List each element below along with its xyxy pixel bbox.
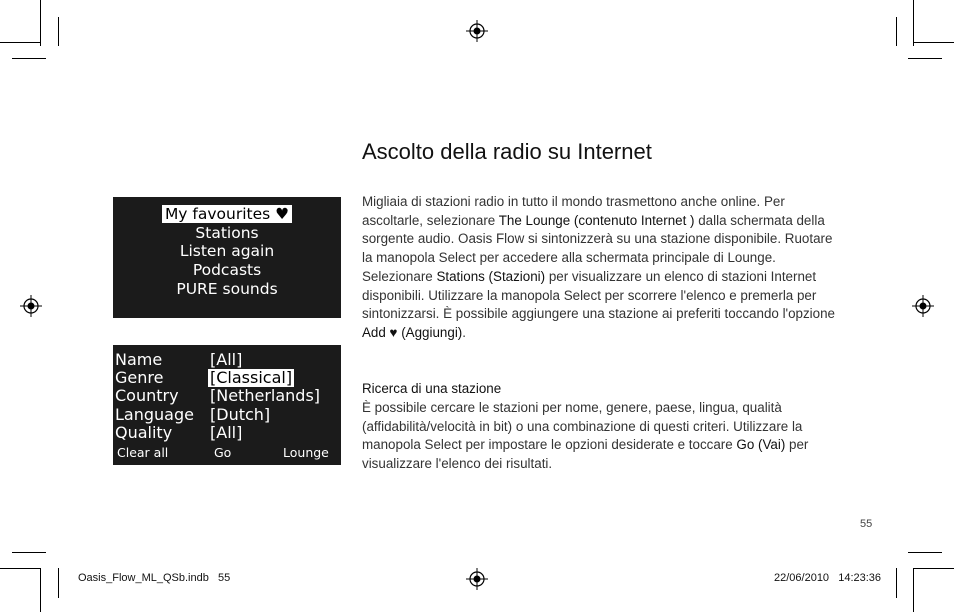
crop-mark bbox=[40, 568, 41, 612]
search-subheading: Ricerca di una stazione bbox=[362, 381, 502, 396]
lounge-button[interactable]: Lounge bbox=[283, 445, 329, 460]
go-button[interactable]: Go bbox=[214, 445, 232, 460]
registration-mark-icon bbox=[912, 295, 934, 317]
crop-mark bbox=[913, 0, 914, 46]
crop-mark bbox=[0, 568, 40, 569]
search-paragraph: È possibile cercare le stazioni per nome, genere, paese, lingua, qualità (affidabilità/velocità in bit) o una combinazione di questi criteri. Utilizzare la manopola Select per impostare le opzioni desiderate e toccare Go (Vai) per visualizzare l'elenco dei risultati. bbox=[362, 400, 809, 472]
crop-mark bbox=[908, 58, 942, 59]
search-label-name: Name bbox=[115, 350, 163, 369]
search-value-quality[interactable]: [All] bbox=[210, 423, 243, 442]
crop-mark bbox=[12, 552, 46, 553]
crop-mark bbox=[58, 568, 59, 598]
section-title: Ascolto della radio su Internet bbox=[362, 139, 652, 164]
crop-mark bbox=[908, 552, 942, 553]
registration-mark-icon bbox=[466, 20, 488, 42]
search-value-language[interactable]: [Dutch] bbox=[210, 405, 271, 424]
search-value-genre[interactable]: [Classical] bbox=[210, 368, 293, 387]
registration-mark-icon bbox=[466, 568, 488, 590]
intro-paragraph: Migliaia di stazioni radio in tutto il mondo trasmettono anche online. Per ascoltarle, selezionare The Lounge (contenuto Internet ) dalla schermata della sorgente audio. Oasis Flow si sintonizzerà su una stazione disponibile. Ruotare la manopola Select per accedere alla schermata principale di Lounge. Selezionare Stations (Stazioni) per visualizzare un elenco di stazioni Internet disponibili. Utilizzare la manopola Select per scorrere l'elenco e premerla per sintonizzarsi. È possibile aggiungere una stazione ai preferiti toccando l'opzione Add ♥ (Aggiungi). bbox=[362, 194, 836, 340]
menu-item-pure-sounds[interactable]: PURE sounds bbox=[176, 280, 278, 298]
crop-mark bbox=[40, 0, 41, 46]
crop-mark bbox=[896, 17, 897, 46]
clear-all-button[interactable]: Clear all bbox=[117, 445, 169, 460]
menu-item-stations[interactable]: Stations bbox=[195, 224, 259, 242]
search-value-name[interactable]: [All] bbox=[210, 350, 243, 369]
crop-mark bbox=[12, 58, 46, 59]
crop-mark bbox=[913, 568, 914, 612]
crop-mark bbox=[896, 568, 897, 598]
menu-item-podcasts[interactable]: Podcasts bbox=[192, 261, 262, 279]
crop-mark bbox=[0, 42, 40, 43]
search-label-genre: Genre bbox=[115, 368, 164, 387]
search-label-language: Language bbox=[115, 405, 194, 424]
crop-mark bbox=[58, 17, 59, 46]
page-number: 55 bbox=[860, 518, 873, 530]
menu-item-listen-again[interactable]: Listen again bbox=[179, 242, 275, 260]
menu-item-my-favourites[interactable]: My favourites ♥ bbox=[113, 205, 341, 223]
search-label-country: Country bbox=[115, 386, 179, 405]
lounge-menu-screen bbox=[113, 197, 341, 318]
crop-mark bbox=[913, 568, 954, 569]
search-label-quality: Quality bbox=[115, 423, 173, 442]
footer-datetime: 22/06/2010 14:23:36 bbox=[774, 572, 882, 584]
registration-mark-icon bbox=[20, 295, 42, 317]
footer-file-info: Oasis_Flow_ML_QSb.indb 55 bbox=[78, 572, 231, 584]
search-value-country[interactable]: [Netherlands] bbox=[210, 386, 321, 405]
crop-mark bbox=[913, 42, 954, 43]
station-search-screen bbox=[113, 345, 341, 465]
